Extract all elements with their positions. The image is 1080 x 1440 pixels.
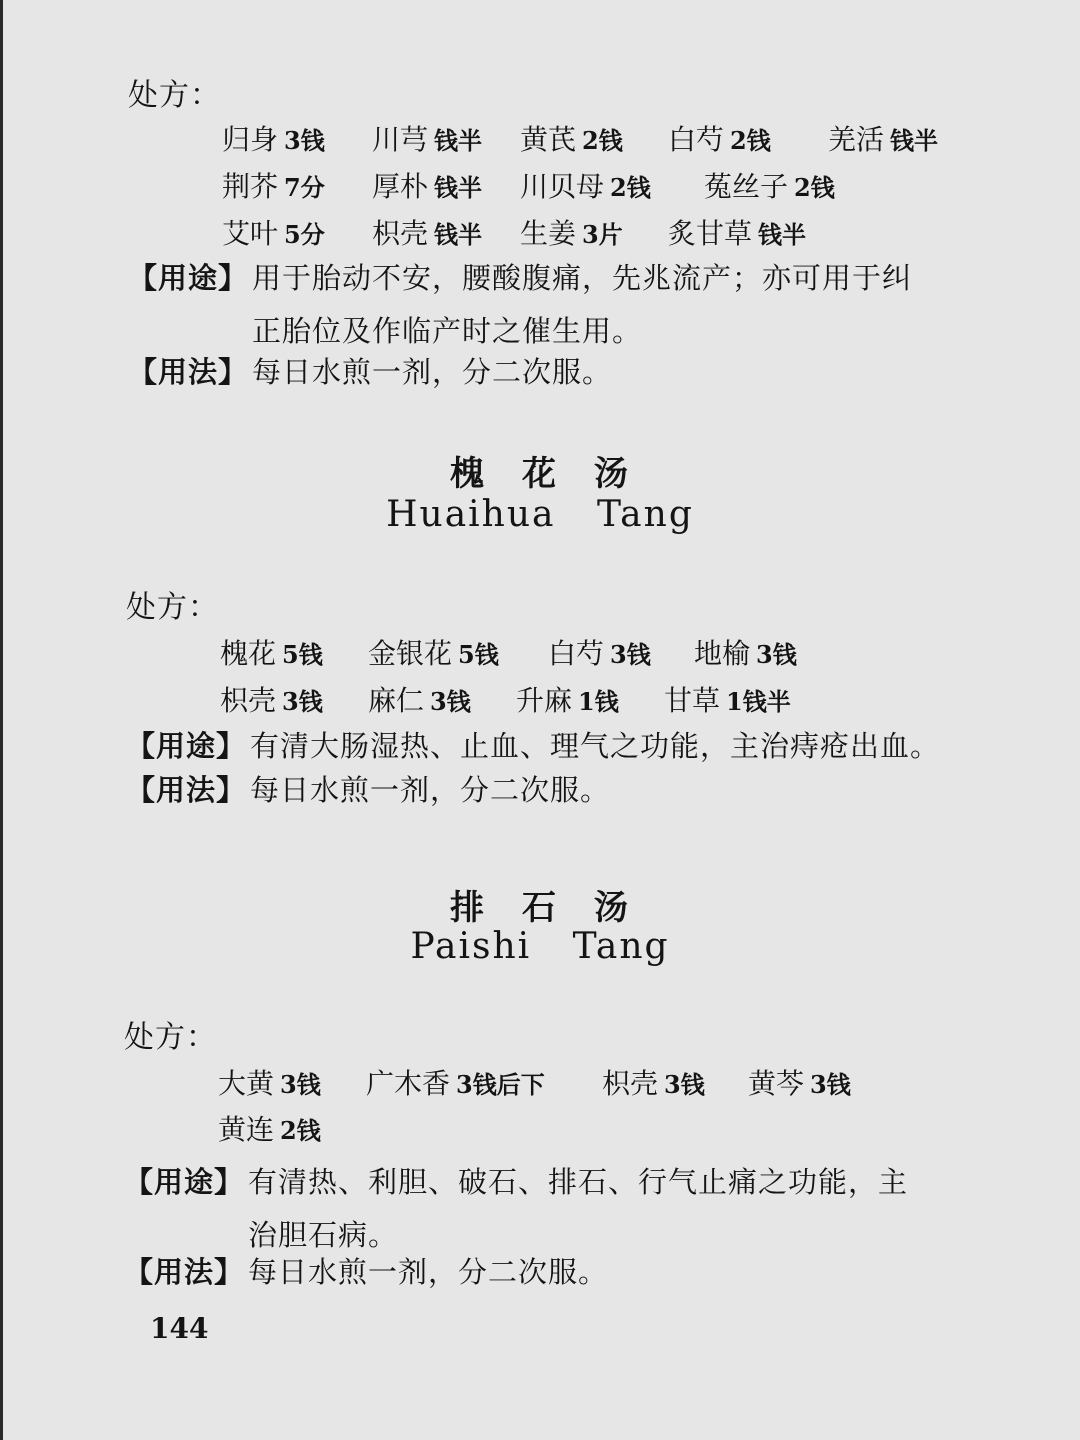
herb-row <box>222 165 962 205</box>
herb-row <box>218 1108 958 1148</box>
herb-item: 生姜 3片 <box>520 217 623 250</box>
herb-item: 川芎 钱半 <box>372 123 483 156</box>
herb-row <box>222 212 962 252</box>
formula-title-chinese: 槐花汤 <box>450 454 666 494</box>
usage-tag: 【用途】 <box>128 261 249 295</box>
herb-item: 炙甘草 钱半 <box>668 217 807 250</box>
herb-item: 槐花 5钱 <box>220 637 323 670</box>
prescription-label: 处方： <box>124 1020 217 1055</box>
formula-title-pinyin: Huaihua Tang <box>386 494 694 535</box>
herb-item: 枳壳 钱半 <box>372 217 483 250</box>
herb-item: 黄芪 2钱 <box>520 123 623 156</box>
usage-text: 用于胎动不安，腰酸腹痛，先兆流产；亦可用于纠 <box>252 261 913 295</box>
herb-item: 黄连 2钱 <box>218 1113 321 1146</box>
usage-text: 有清大肠湿热、止血、理气之功能，主治痔疮出血。 <box>250 729 941 763</box>
usage-paragraph <box>126 724 940 765</box>
usage-paragraph <box>128 256 912 350</box>
herb-item: 黄芩 3钱 <box>748 1067 851 1100</box>
herb-row <box>220 679 960 719</box>
herb-row <box>220 632 960 672</box>
herb-item: 归身 3钱 <box>222 123 325 156</box>
method-paragraph <box>128 350 612 391</box>
herb-item: 枳壳 3钱 <box>602 1067 705 1100</box>
herb-item: 菟丝子 2钱 <box>704 170 835 203</box>
method-paragraph <box>124 1250 608 1291</box>
prescription-label: 处方： <box>128 78 221 113</box>
herb-item: 厚朴 钱半 <box>372 170 483 203</box>
herb-row <box>222 118 962 158</box>
usage-paragraph <box>124 1160 908 1254</box>
page-number: 144 <box>150 1312 209 1345</box>
herb-item: 荆芥 7分 <box>222 170 325 203</box>
method-tag: 【用法】 <box>124 1255 245 1289</box>
herb-item: 麻仁 3钱 <box>368 684 471 717</box>
herb-item: 地榆 3钱 <box>694 637 797 670</box>
page-edge <box>0 0 3 1440</box>
usage-text-continued: 正胎位及作临产时之催生用。 <box>252 314 643 348</box>
usage-tag: 【用途】 <box>126 729 247 763</box>
method-tag: 【用法】 <box>126 773 247 807</box>
herb-row <box>218 1062 958 1102</box>
usage-text: 有清热、利胆、破石、排石、行气止痛之功能，主 <box>248 1165 909 1199</box>
herb-item: 升麻 1钱 <box>516 684 619 717</box>
method-tag: 【用法】 <box>128 355 249 389</box>
herb-item: 枳壳 3钱 <box>220 684 323 717</box>
herb-item: 川贝母 2钱 <box>520 170 651 203</box>
method-text: 每日水煎一剂，分二次服。 <box>252 355 613 389</box>
prescription-label: 处方： <box>126 590 219 625</box>
herb-item: 羌活 钱半 <box>828 123 939 156</box>
herb-item: 广木香 3钱后下 <box>366 1067 545 1100</box>
method-text: 每日水煎一剂，分二次服。 <box>250 773 611 807</box>
method-paragraph <box>126 768 610 809</box>
method-text: 每日水煎一剂，分二次服。 <box>248 1255 609 1289</box>
usage-tag: 【用途】 <box>124 1165 245 1199</box>
formula-title-chinese: 排石汤 <box>450 888 666 928</box>
herb-item: 甘草 1钱半 <box>664 684 791 717</box>
herb-item: 金银花 5钱 <box>368 637 499 670</box>
herb-item: 大黄 3钱 <box>218 1067 321 1100</box>
formula-title-pinyin: Paishi Tang <box>410 926 670 967</box>
herb-item: 白芍 3钱 <box>548 637 651 670</box>
herb-item: 艾叶 5分 <box>222 217 325 250</box>
usage-text-continued: 治胆石病。 <box>248 1218 399 1252</box>
herb-item: 白芍 2钱 <box>668 123 771 156</box>
